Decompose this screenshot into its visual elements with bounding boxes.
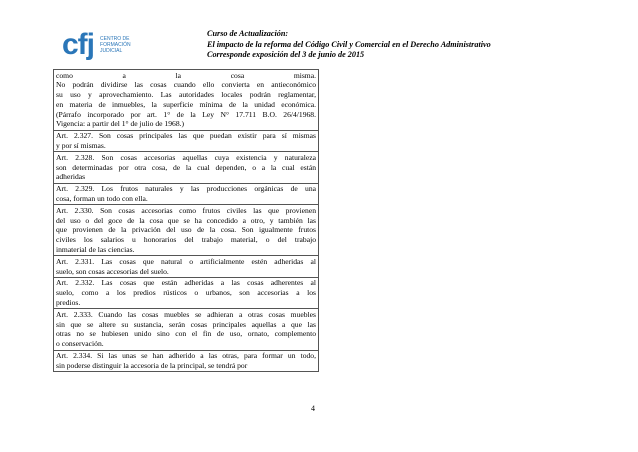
article-text-line: Art. 2.327. Son cosas principales las que puedan existir para sí mismas: [56, 131, 316, 141]
article-text-line: o conservación.: [56, 339, 104, 349]
cfj-logo: [62, 28, 182, 62]
logo-line: FORMACIÓN: [100, 42, 131, 48]
article-text-line: Art. 2.333. Cuando las cosas muebles se adhieran a otras cosas muebles: [56, 309, 316, 319]
article-text-line: inmaterial de las ciencias.: [56, 245, 135, 255]
article-text-line: (Párrafo incorporado por art. 1° de la Ley N° 17.711 B.O. 26/4/1968.: [56, 109, 316, 119]
course-title: Curso de Actualización:: [207, 29, 289, 38]
article-text-line: otras no se hubiesen unido sino con el fin de uso, ornato, complemento: [56, 329, 316, 339]
article-text-line: sin poderse distinguir la accesoria de la principal, se tendrá por: [56, 360, 248, 370]
table-row: [54, 309, 319, 350]
articles-table: [53, 69, 319, 372]
article-text-line: Art. 2.328. Son cosas accesorias aquellas cuya existencia y naturaleza: [56, 152, 316, 162]
logo-line: JUDICIAL: [100, 48, 123, 54]
article-cell: [54, 183, 319, 205]
logo-mark: cfj: [62, 28, 95, 61]
article-text-line: sin que se altere su sustancia, serán cosas principales aquellas a que las: [56, 319, 316, 329]
article-text-line: civiles los salarios u honorarios del trabajo material, o del trabajo: [56, 235, 316, 245]
document-header: [207, 29, 587, 61]
article-text-line: que provienen de la privación del uso de la cosa. Son igualmente frutos: [56, 225, 316, 235]
article-text-line: suelo, son cosas accesorias del suelo.: [56, 266, 169, 276]
logo-text: [100, 36, 131, 54]
article-text-line: en materia de inmuebles, la superficie mínima de la unidad económica.: [56, 99, 316, 109]
article-text-line: su uso y aprovechamiento. Las autoridades locales podrán reglamentar,: [56, 90, 316, 100]
article-text-line: Art. 2.330. Son cosas accesorias como frutos civiles las que provienen: [56, 205, 316, 215]
exposition-date: Corresponde exposición del 3 de junio de 2015: [207, 50, 365, 59]
table-row: [54, 205, 319, 256]
article-text-line: cosa, forman un todo con ella.: [56, 194, 148, 204]
article-text-line: Art. 2.329. Los frutos naturales y las producciones orgánicas de una: [56, 184, 316, 194]
course-subtitle: El impacto de la reforma del Código Civil y Comercial en el Derecho Administrativo: [207, 39, 491, 49]
article-cell: [54, 309, 319, 350]
article-cell: [54, 277, 319, 308]
article-cell: [54, 205, 319, 256]
page-number: 4: [311, 404, 315, 413]
article-text-line: del uso o del goce de la cosa que se ha concedido a otro, y también las: [56, 215, 316, 225]
article-cell: [54, 256, 319, 278]
article-text-line: son determinadas por otra cosa, de la cual dependen, o a la cual están: [56, 162, 316, 172]
article-text-line: suelo, como a los predios rústicos o urbanos, son accesorias a los: [56, 288, 316, 298]
article-cell: [54, 70, 319, 131]
table-row: [54, 152, 319, 183]
article-text-line: No podrán dividirse las cosas cuando ello convierta en antieconómico: [56, 80, 316, 90]
article-text-line: Art. 2.334. Si las unas se han adherido a las otras, para formar un todo,: [56, 351, 316, 361]
article-text-line: Art. 2.331. Las cosas que natural o artificialmente estén adheridas al: [56, 256, 316, 266]
table-row: [54, 70, 319, 131]
logo-line: CENTRO DE: [100, 36, 130, 42]
table-row: [54, 183, 319, 205]
article-text-line: y por sí mismas.: [56, 141, 106, 151]
table-row: [54, 277, 319, 308]
article-cell: [54, 130, 319, 152]
article-text-line: predios.: [56, 298, 81, 308]
article-text-line: adheridas: [56, 172, 86, 182]
article-text-line: Vigencia: a partir del 1° de julio de 1968.): [56, 119, 185, 129]
table-row: [54, 350, 319, 372]
article-text-line: Art. 2.332. Las cosas que están adheridas a las cosas adherentes al: [56, 278, 316, 288]
article-cell: [54, 152, 319, 183]
table-row: [54, 130, 319, 152]
article-text-line: como a la cosa misma.: [56, 70, 316, 80]
article-cell: [54, 350, 319, 372]
table-row: [54, 256, 319, 278]
